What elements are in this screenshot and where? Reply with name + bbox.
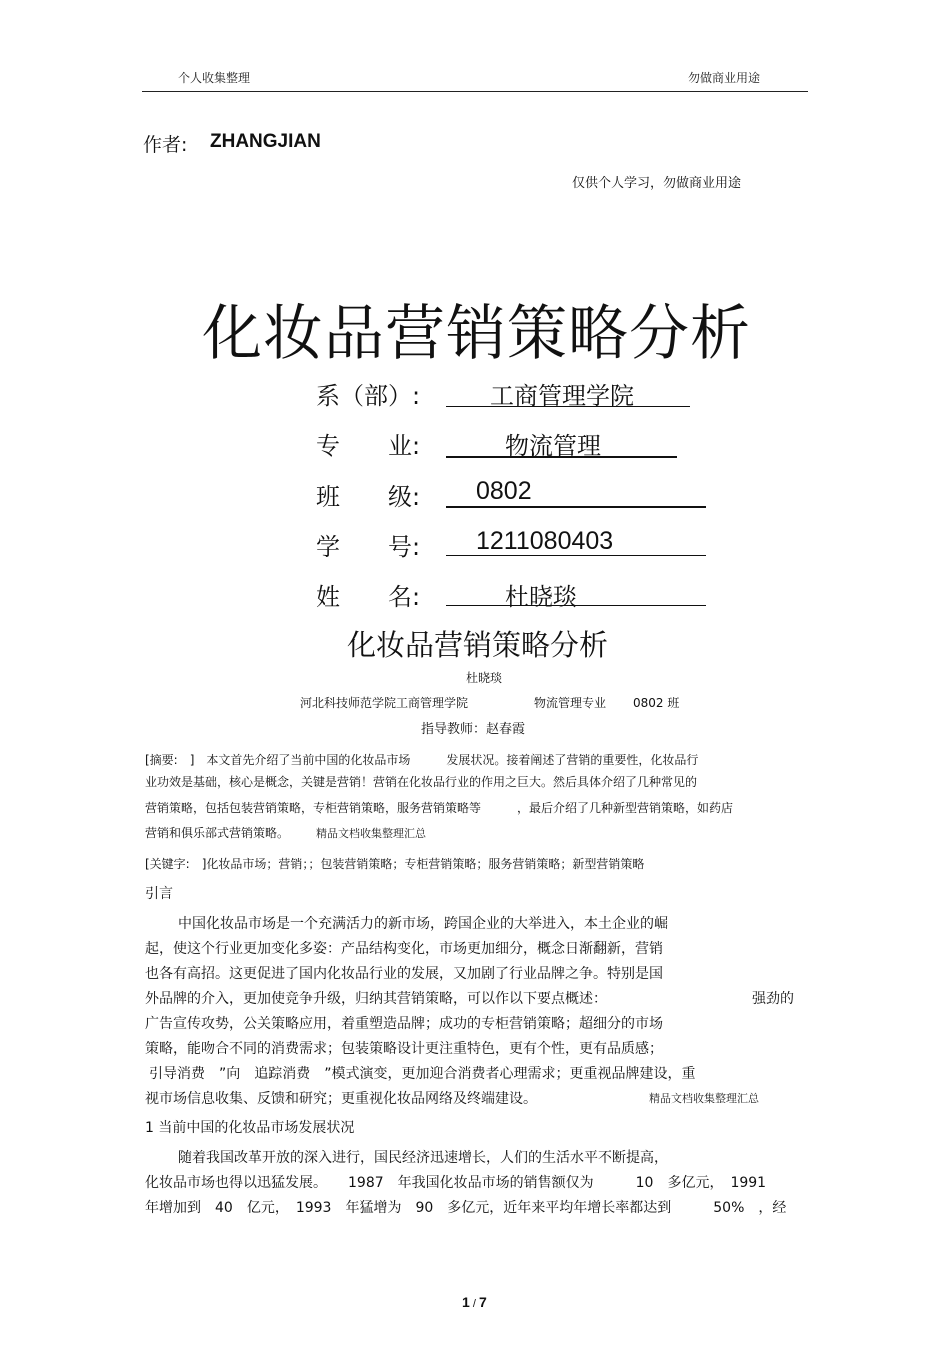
field-value-student-id: 1211080403 — [476, 527, 614, 555]
cover-title: 化妆品营销策略分析 — [202, 299, 751, 369]
intro-line: 中国化妆品市场是一个充满活力的新市场，跨国企业的大举进入，本土企业的崛 — [178, 916, 668, 932]
field-value-major: 物流管理 — [505, 432, 601, 460]
intro-line: 广告宣传攻势，公关策略应用，着重塑造品牌；成功的专柜营销策略；超细分的市场 — [145, 1016, 663, 1032]
keywords: [关键字: ]化妆品市场；营销；；包装营销策略；专柜营销策略；服务营销策略；新型营销策略 — [145, 857, 645, 871]
watermark-note: 精品文档收集整理汇总 — [649, 1092, 759, 1105]
intro-line: 也各有高招。这更促进了国内化妆品行业的发展，又加剧了行业品牌之争。特别是国 — [145, 966, 663, 982]
field-label-name: 姓 名: — [316, 583, 421, 611]
abstract-line: [摘要: ] 本文首先介绍了当前中国的化妆品市场 发展状况。接着阐述了营销的重要性，化妆品行 — [145, 753, 699, 767]
paper-major: 物流管理专业 — [534, 696, 607, 710]
section1-heading: 1 当前中国的化妆品市场发展状况 — [145, 1120, 355, 1136]
author-label: 作者: — [143, 134, 188, 156]
usage-notice: 仅供个人学习，勿做商业用途 — [572, 176, 742, 191]
paper-author: 杜晓琰 — [466, 671, 503, 685]
page-separator: / — [469, 1298, 479, 1310]
section1-line: 随着我国改革开放的深入进行，国民经济迅速增长，人们的生活水平不断提高， — [178, 1150, 668, 1166]
abstract-line: 营销和俱乐部式营销策略。 — [145, 826, 290, 840]
paper-title: 化妆品营销策略分析 — [347, 628, 609, 662]
intro-line: 视市场信息收集、反馈和研究；更重视化妆品网络及终端建设。 — [145, 1091, 537, 1107]
page-number — [462, 1294, 487, 1310]
field-value-class: 0802 — [476, 477, 532, 505]
field-label-department: 系（部）: — [316, 382, 421, 410]
section1-line: 年增加到 40 亿元， 1993 年猛增为 90 多亿元，近年来平均年增长率都达到 50% ，经 — [145, 1200, 787, 1216]
intro-line: 外品牌的介入，更加使竞争升级，归纳其营销策略，可以作以下要点概述： — [145, 991, 607, 1007]
header-right: 勿做商业用途 — [688, 71, 761, 85]
paper-advisor: 指导教师：赵春霞 — [421, 722, 526, 737]
header-divider — [142, 91, 808, 92]
underline-name — [446, 605, 706, 606]
intro-line: 引导消费 ”向 追踪消费 ”模式演变，更加迎合消费者心理需求；更重视品牌建设，重 — [149, 1066, 696, 1082]
intro-line: 起，使这个行业更加变化多姿：产品结构变化，市场更加细分，概念日渐翻新，营销 — [145, 941, 663, 957]
underline-class — [446, 506, 706, 508]
field-value-department: 工商管理学院 — [490, 382, 634, 410]
field-label-major: 专 业: — [316, 432, 421, 460]
page-current: 1 — [462, 1294, 470, 1310]
header-left: 个人收集整理 — [178, 71, 251, 85]
author-name: ZHANGJIAN — [210, 131, 321, 152]
abstract-line: 业功效是基础，核心是概念，关键是营销！营销在化妆品行业的作用之巨大。然后具体介绍了几种常见的 — [145, 775, 698, 789]
paper-class: 0802 班 — [633, 696, 680, 710]
underline-student-id — [446, 555, 706, 556]
paper-affiliation: 河北科技师范学院工商管理学院 — [300, 696, 469, 710]
page-total: 7 — [478, 1294, 487, 1310]
intro-heading: 引言 — [145, 886, 173, 902]
intro-line: 策略，能吻合不同的消费需求；包装策略设计更注重特色，更有个性，更有品质感； — [145, 1041, 663, 1057]
watermark-note: 精品文档收集整理汇总 — [316, 827, 426, 840]
abstract-line: 营销策略，包括包装营销策略，专柜营销策略，服务营销策略等 ，最后介绍了几种新型营销策略，如药店 — [145, 801, 734, 815]
field-label-class: 班 级: — [316, 483, 421, 511]
underline-major — [446, 456, 677, 458]
field-label-student-id: 学 号: — [316, 533, 421, 561]
intro-line-tail: 强劲的 — [752, 991, 794, 1007]
field-value-name: 杜晓琰 — [505, 583, 577, 611]
underline-department — [446, 406, 690, 407]
section1-line: 化妆品市场也得以迅猛发展。 1987 年我国化妆品市场的销售额仅为 10 多亿元， 1991 — [145, 1175, 767, 1191]
